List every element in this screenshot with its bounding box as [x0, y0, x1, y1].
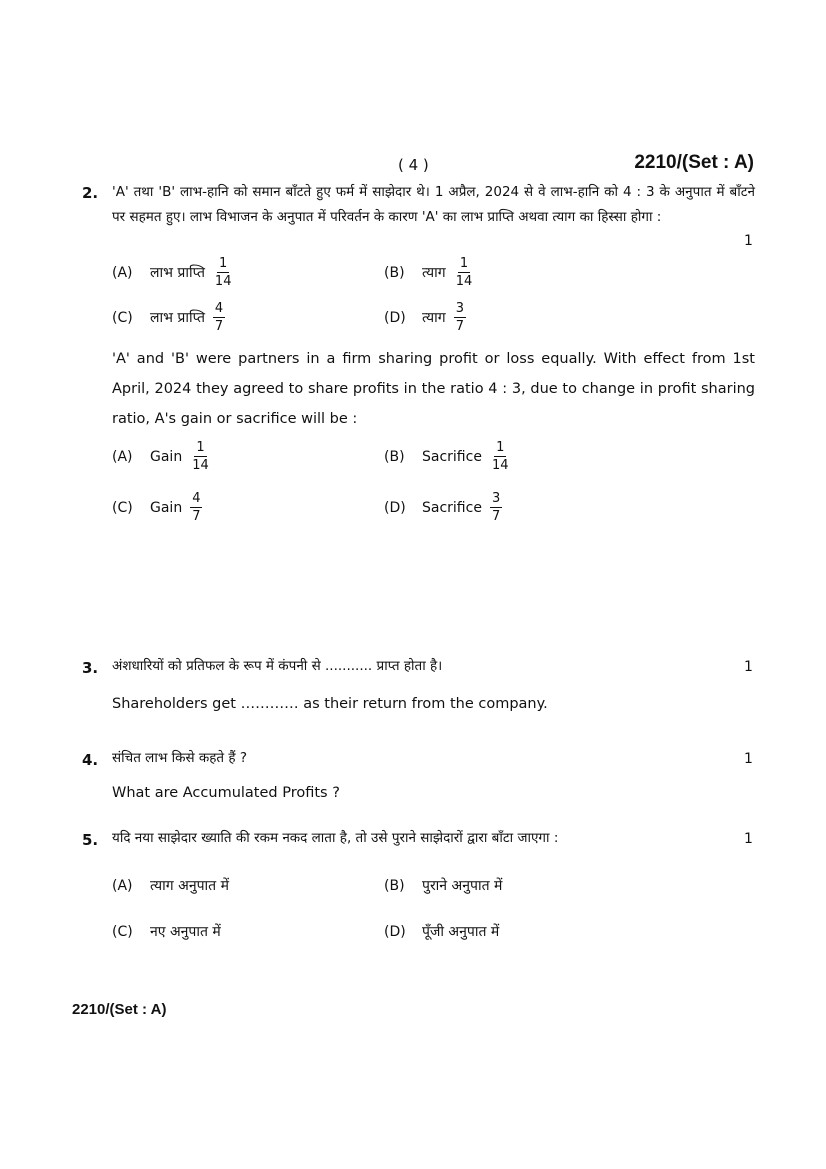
option-text: त्याग अनुपात में [150, 878, 229, 894]
fraction [190, 491, 202, 524]
question-4-number: 4. [82, 751, 99, 769]
denominator: 7 [214, 319, 224, 334]
set-code-header: 2210/(Set : A) [634, 152, 754, 173]
question-3-english: Shareholders get ………… as their return from the company. [112, 696, 548, 712]
fraction [213, 301, 225, 334]
option-label: (C) [112, 499, 133, 516]
question-4-marks: 1 [744, 751, 753, 767]
denominator: 14 [214, 274, 232, 289]
question-5-marks: 1 [744, 831, 753, 847]
question-3-marks: 1 [744, 659, 753, 675]
question-4-english: What are Accumulated Profits ? [112, 785, 340, 801]
numerator: 1 [196, 440, 205, 455]
option-label: (A) [112, 877, 133, 894]
option-label: (D) [384, 923, 406, 940]
option-text: Gain [150, 448, 183, 465]
numerator: 4 [214, 301, 224, 316]
fraction [454, 301, 466, 334]
question-3-hindi: अंशधारियों को प्रतिफल के रूप में कंपनी से ........... प्राप्त होता है। [112, 658, 443, 674]
question-3-number: 3. [82, 659, 99, 677]
set-code-footer: 2210/(Set : A) [72, 1001, 167, 1018]
option-text: त्याग [422, 265, 446, 281]
q5-option-c [112, 922, 229, 941]
question-5-number: 5. [82, 831, 99, 849]
q2-english-option-d [384, 491, 502, 524]
denominator: 14 [192, 458, 209, 473]
q2-english-option-b [384, 440, 510, 473]
fraction [490, 491, 502, 524]
option-label: (B) [384, 877, 405, 894]
option-label: (C) [112, 309, 133, 326]
fraction [213, 256, 234, 289]
option-text: Sacrifice [422, 499, 482, 516]
numerator: 4 [192, 491, 201, 506]
question-2-hindi: 'A' तथा 'B' लाभ-हानि को समान बाँटते हुए फर्म में साझेदार थे। 1 अप्रैल, 2024 से वे लाभ-हानि को 4 : 3 के अनुपात में बाँटने पर सहमत हुए। लाभ विभाजन के अनुपात में परिवर्तन के कारण 'A' का लाभ प्राप्ति अथवा त्याग का हिस्सा होगा : [112, 184, 755, 225]
q2-english-option-c [112, 491, 202, 524]
option-text: पुराने अनुपात में [422, 878, 503, 894]
question-5-hindi: यदि नया साझेदार ख्याति की रकम नकद लाता है, तो उसे पुराने साझेदारों द्वारा बाँटा जाएगा : [112, 830, 559, 846]
option-label: (C) [112, 923, 133, 940]
option-label: (B) [384, 264, 405, 281]
q2-hindi-option-a [112, 256, 233, 289]
denominator: 7 [491, 509, 501, 524]
option-text: लाभ प्राप्ति [150, 265, 205, 281]
q5-option-b [384, 876, 510, 895]
option-text: पूँजी अनुपात में [422, 924, 500, 940]
question-4-hindi: संचित लाभ किसे कहते हैं ? [112, 750, 248, 766]
option-text: लाभ प्राप्ति [150, 310, 205, 326]
option-text: Gain [150, 499, 183, 516]
q2-hindi-option-c [112, 301, 225, 334]
numerator: 3 [491, 491, 501, 506]
numerator: 1 [219, 256, 228, 271]
question-2-marks: 1 [744, 233, 753, 249]
fraction [490, 440, 511, 473]
option-label: (B) [384, 448, 405, 465]
q2-hindi-option-b [384, 256, 474, 289]
q2-hindi-option-d [384, 301, 466, 334]
option-label: (A) [112, 264, 133, 281]
denominator: 14 [455, 274, 473, 289]
option-text: त्याग [422, 310, 446, 326]
option-label: (D) [384, 309, 406, 326]
numerator: 3 [455, 301, 464, 316]
fraction [454, 256, 475, 289]
option-label: (A) [112, 448, 133, 465]
option-label: (D) [384, 499, 406, 516]
q5-option-d [384, 922, 507, 941]
option-text: नए अनुपात में [150, 924, 221, 940]
numerator: 1 [459, 256, 469, 271]
denominator: 7 [192, 509, 201, 524]
numerator: 1 [496, 440, 505, 455]
fraction [190, 440, 211, 473]
question-2-english: 'A' and 'B' were partners in a firm sharing profit or loss equally. With effect from 1st April, 2024 they agreed to share profits in the ratio 4 : 3, due to change in profit sharing ratio, A's gain or sacrifice will be : [112, 351, 755, 427]
q2-english-option-a [112, 440, 211, 473]
option-text: Sacrifice [422, 448, 482, 465]
q5-option-a [112, 876, 237, 895]
denominator: 14 [491, 458, 509, 473]
question-2-number: 2. [82, 184, 99, 202]
page-number: ( 4 ) [398, 156, 429, 174]
denominator: 7 [455, 319, 464, 334]
